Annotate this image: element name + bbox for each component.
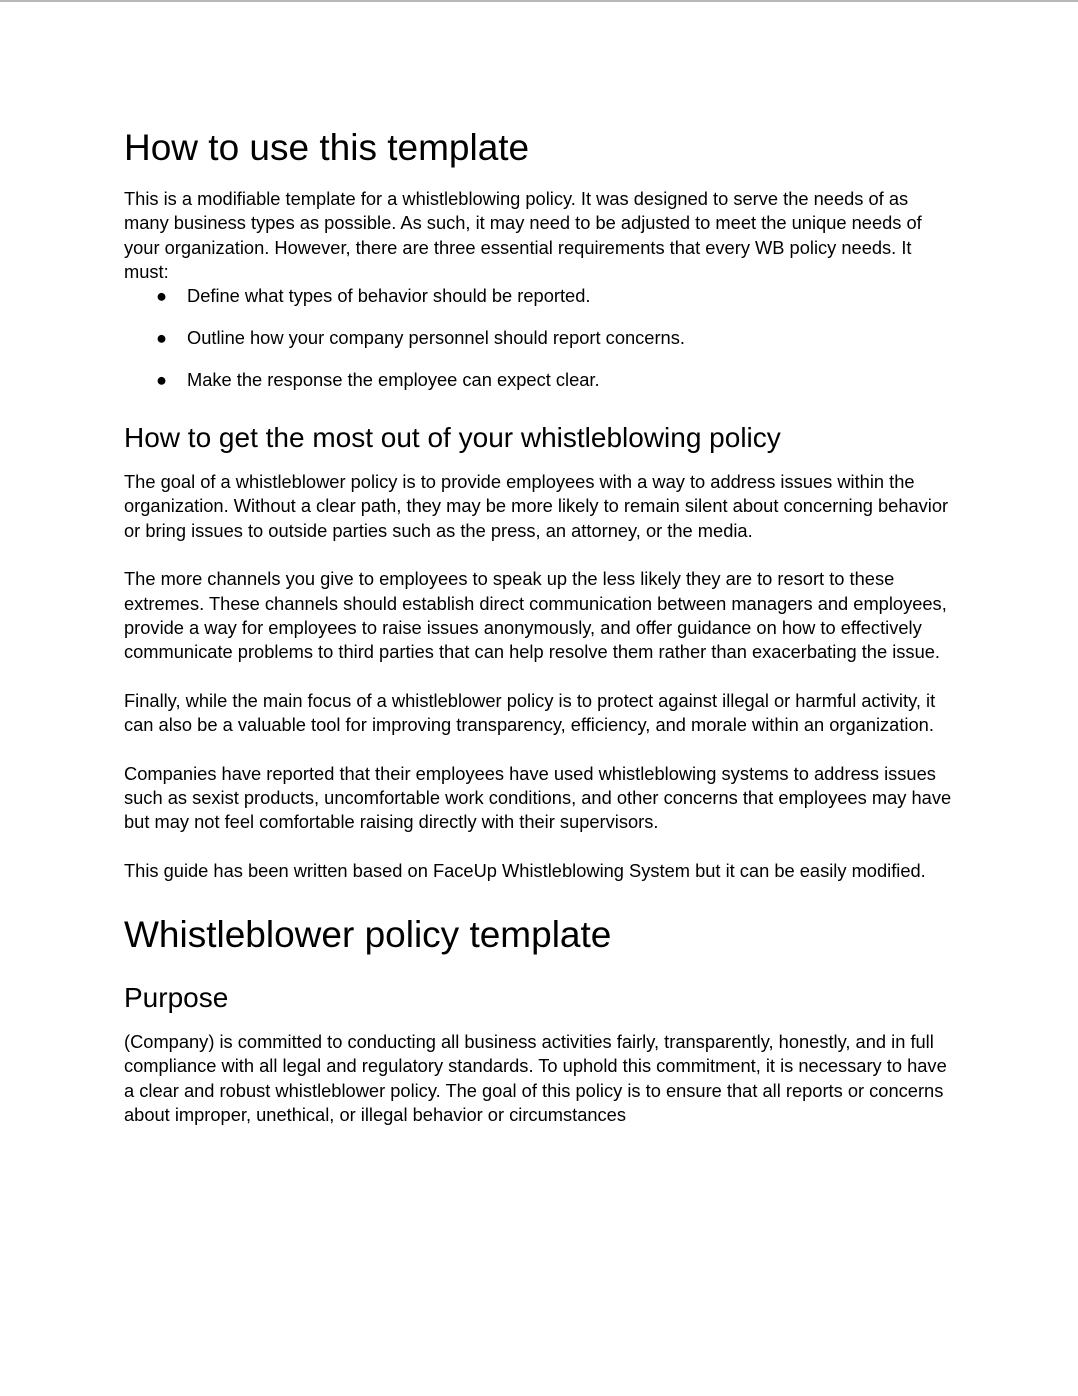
intro-paragraph: This is a modifiable template for a whistleblowing policy. It was designed to serve the needs of as many business types as possible. As such, it may need to be adjusted to meet the unique needs of your organization. However, there are three essential requirements that every WB policy needs. It must: (124, 188, 922, 282)
body-paragraph: Companies have reported that their employees have used whistleblowing systems to address issues such as sexist products, uncomfortable work conditions, and other concerns that employees may have but may not feel comfortable raising directly with their supervisors. (124, 762, 952, 833)
bullet-icon: ● (156, 326, 168, 348)
list-item (124, 284, 954, 308)
heading-purpose: Purpose (124, 982, 229, 1014)
heading-how-to-use: How to use this template (124, 127, 530, 168)
document-page (124, 126, 954, 1127)
list-item (124, 326, 954, 350)
heading-policy-template: Whistleblower policy template (124, 914, 612, 956)
bullet-icon: ● (156, 285, 168, 307)
purpose-paragraph: (Company) is committed to conducting all business activities fairly, transparently, honestly, and in full compliance with all legal and regulatory standards. To uphold this commitment, it is necessary to have a clear and robust whistleblower policy. The goal of this policy is to ensure that all reports or concerns about improper, unethical, or illegal behavior or circumstances (124, 1031, 947, 1126)
body-paragraph: The goal of a whistleblower policy is to provide employees with a way to address issues within the organization. Without a clear path, they may be more likely to remain silent about concerning behavior or bring issues to outside parties such as the press, an attorney, or the media. (124, 471, 949, 541)
body-paragraph: This guide has been written based on FaceUp Whistleblowing System but it can be easily modified. (124, 859, 926, 881)
list-item-text: Make the response the employee can expect clear. (187, 368, 600, 390)
list-item (124, 368, 954, 392)
list-item-text: Define what types of behavior should be reported. (187, 285, 591, 307)
body-paragraph: The more channels you give to employees to speak up the less likely they are to resort to these extremes. These channels should establish direct communication between managers and employees, provide a way for employees to raise issues anonymously, and offer guidance on how to effectively communicate problems to third parties that can help resolve them rather than exacerbating the issue. (124, 568, 947, 663)
body-paragraph: Finally, while the main focus of a whistleblower policy is to protect against illegal or harmful activity, it can also be a valuable tool for improving transparency, efficiency, and morale within an organization. (124, 689, 936, 736)
list-item-text: Outline how your company personnel should report concerns. (187, 326, 685, 348)
heading-most-out: How to get the most out of your whistleblowing policy (124, 422, 781, 454)
page-top-border (0, 0, 1078, 2)
bullet-icon: ● (156, 368, 168, 390)
requirements-list (124, 284, 954, 392)
